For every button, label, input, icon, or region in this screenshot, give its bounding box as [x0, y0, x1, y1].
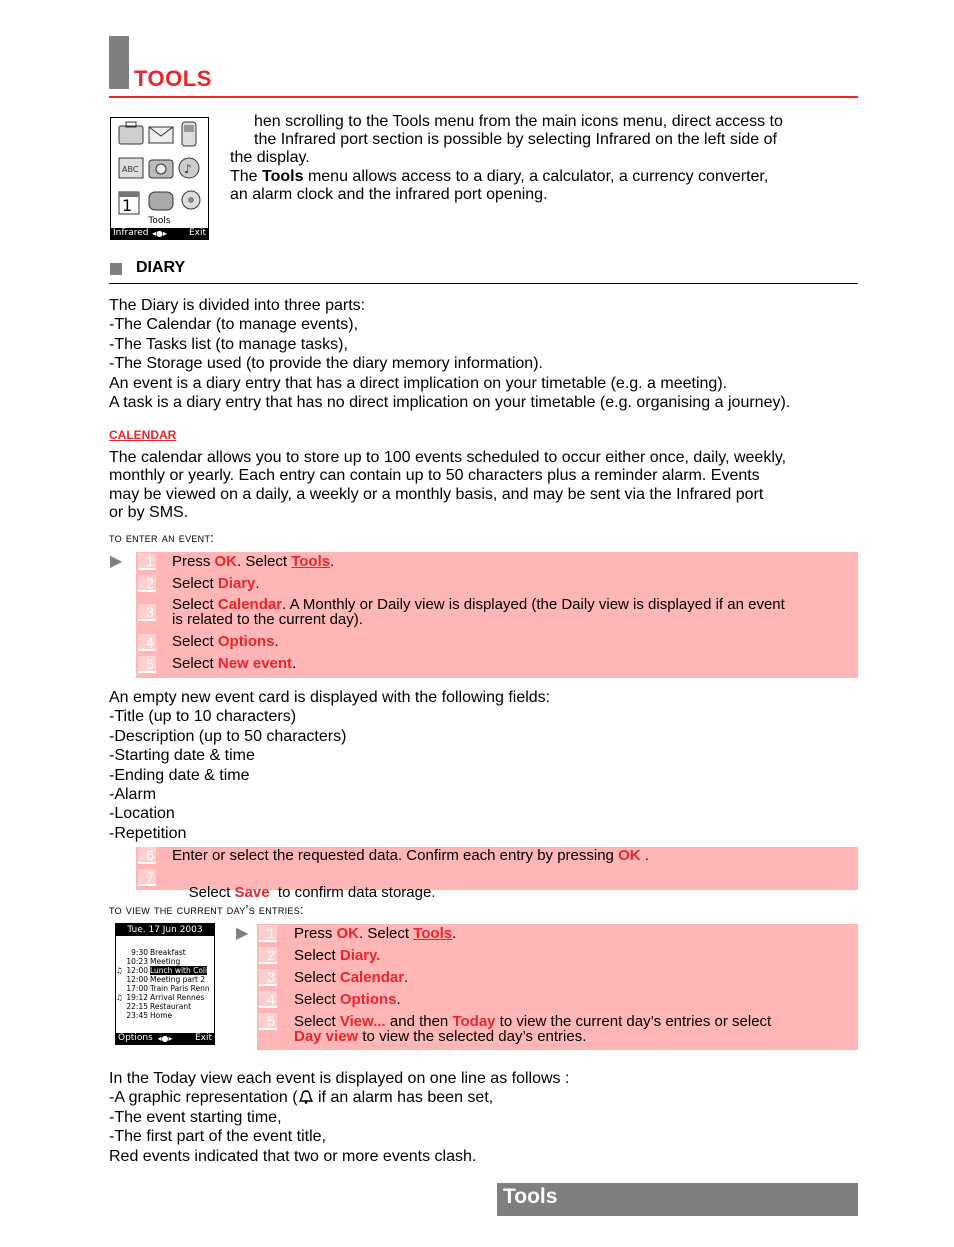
step-text-part: Select [172, 655, 218, 672]
step-number: 6 [138, 847, 156, 864]
step-text [294, 970, 408, 985]
diary-text [109, 296, 790, 412]
step-text-part: . [452, 925, 457, 942]
step-text-part: . Select [237, 553, 292, 570]
entry-time: 12:00 [126, 975, 148, 984]
step-text-part: Select [172, 575, 218, 592]
fields-line: An empty new event card is displayed with the following fields: [109, 689, 551, 706]
key-options: Options [217, 633, 275, 650]
entry-time: 23:45 [126, 1011, 148, 1020]
step-number: 5 [138, 656, 156, 673]
nav-key-icon: ◂●▸ [157, 1034, 173, 1043]
key-diary: Diary. [339, 947, 381, 964]
diary-line: The Diary is divided into three parts: [109, 297, 366, 314]
step-number: 2 [138, 575, 156, 592]
calendar-text [109, 449, 786, 522]
step-number: 7 [138, 869, 156, 886]
key-today: Today [452, 1013, 496, 1030]
view-day-heading: to view the current day’s entries: [109, 902, 304, 917]
steps-enter-event [136, 552, 858, 678]
calendar-line: may be viewed on a daily, a weekly or a monthly basis, and may be sent via the Infrared port [109, 485, 764, 503]
step-text-part: . [292, 655, 297, 672]
step-text-part: . [404, 969, 409, 986]
step-text-part: Select [294, 991, 340, 1008]
today-view-text [109, 1069, 569, 1166]
step-text-part: Select [172, 596, 218, 613]
step-text-part: and then [385, 1013, 453, 1030]
fields-line: -Description (up to 50 characters) [109, 727, 347, 745]
phone-entry-row [116, 1002, 214, 1011]
diary-line: -The Tasks list (to manage tasks), [109, 335, 348, 353]
today-text-part: -A graphic representation ( [109, 1089, 298, 1107]
svg-text:♪: ♪ [184, 162, 192, 176]
fields-line: -Starting date & time [109, 747, 255, 765]
intro-line: an alarm clock and the infrared port opening. [230, 186, 548, 203]
step-text-part: . [396, 991, 401, 1008]
soft-key-right: Exit [194, 1033, 212, 1043]
step-text-part: Press [294, 925, 337, 942]
header-bar [109, 36, 129, 89]
diary-line: A task is a diary entry that has no direct implication on your timetable (e.g. organising a journey). [109, 394, 791, 412]
svg-text:ABC: ABC [122, 165, 139, 174]
step-text-part: Select [172, 633, 218, 650]
step-arrow-icon: ▶ [236, 925, 249, 942]
step-text [172, 634, 279, 649]
key-view: View... [339, 1013, 386, 1030]
key-new-event: New event [217, 655, 293, 672]
step-text-part: . Select [359, 925, 414, 942]
key-options: Options [339, 991, 397, 1008]
key-day-view: Day view [294, 1028, 359, 1045]
entry-title: Meeting part 2 [150, 975, 206, 984]
soft-key-left: Infrared [113, 228, 149, 238]
intro-text-part: The [230, 168, 263, 185]
entry-title: Home [150, 1011, 173, 1020]
step-number: 3 [259, 969, 277, 986]
step-text-line2: is related to the current day). [172, 611, 363, 628]
today-line: -The first part of the event title, [109, 1128, 326, 1146]
nav-key-icon: ◂●▸ [151, 229, 168, 238]
header-rule [109, 96, 858, 98]
step-text [172, 576, 260, 591]
step-text-part: Select [294, 969, 340, 986]
step-text-part: to view the selected day’s entries. [358, 1028, 587, 1045]
step-arrow-icon: ▶ [110, 553, 123, 570]
key-ok: OK [214, 553, 238, 570]
phone-entry-row [116, 984, 214, 993]
entry-time: 12:00 [126, 966, 148, 975]
today-text-part: if an alarm has been set, [313, 1089, 494, 1107]
entry-title: Meeting [150, 957, 181, 966]
calendar-line: monthly or yearly. Each entry can contain up to 50 characters plus a reminder alarm. Events [109, 467, 760, 485]
intro-line: the display. [230, 149, 310, 166]
step-number: 2 [259, 947, 277, 964]
phone-entry-list [116, 948, 214, 1020]
key-save: Save [234, 884, 270, 901]
phone-entry-row [116, 993, 214, 1002]
phone-entry-row [116, 948, 214, 957]
step-text [172, 597, 856, 627]
today-line [109, 1088, 569, 1107]
key-tools-link[interactable]: Tools [291, 553, 331, 570]
soft-key-left: Options [118, 1033, 153, 1043]
event-fields-text [109, 688, 550, 843]
step-number: 1 [138, 553, 156, 570]
step-text-part: Select [188, 884, 235, 901]
today-view-screenshot [115, 923, 215, 1045]
today-line: In the Today view each event is displayed on one line as follows : [109, 1070, 570, 1087]
soft-key-right: Exit [188, 228, 206, 238]
step-text-part: Select [294, 1013, 340, 1030]
intro-line: the Infrared port section is possible by selecting Infrared on the left side of [254, 131, 777, 148]
phone-entry-row [116, 975, 214, 984]
step-text [172, 656, 296, 671]
enter-event-heading: to enter an event: [109, 530, 215, 545]
phone-screen-title: Tools [148, 216, 171, 226]
step-text [172, 554, 334, 569]
step-number: 5 [259, 1013, 277, 1030]
step-text [172, 848, 649, 863]
fields-line: -Repetition [109, 824, 187, 842]
section-marker [110, 263, 122, 275]
intro-line [230, 168, 768, 187]
fields-line: -Title (up to 10 characters) [109, 708, 297, 726]
step-text-part: to view the current day’s entries or select [495, 1013, 772, 1030]
phone-entry-row [116, 1011, 214, 1020]
step-text [294, 1014, 855, 1044]
diary-line: -The Calendar (to manage events), [109, 316, 359, 334]
subsection-title-calendar: CALENDAR [109, 428, 177, 442]
intro-text-part: menu allows access to a diary, a calculator, a currency converter, [303, 168, 769, 185]
entry-title: Breakfast [150, 948, 186, 957]
key-calendar: Calendar [217, 596, 283, 613]
steps-confirm-event [136, 847, 858, 901]
step-text-part: Select [294, 947, 340, 964]
step-text-part: . [274, 633, 279, 650]
alarm-bell-icon [298, 1090, 314, 1104]
entry-time: 10:23 [126, 957, 148, 966]
diary-line: An event is a diary entry that has a direct implication on your timetable (e.g. a meeting). [109, 374, 728, 392]
intro-line: hen scrolling to the Tools menu from the main icons menu, direct access to [254, 113, 783, 130]
diary-line: -The Storage used (to provide the diary memory information). [109, 355, 543, 373]
key-ok: OK [618, 847, 641, 864]
intro-keyword: Tools [262, 168, 304, 185]
step-text [294, 926, 456, 941]
key-calendar: Calendar [339, 969, 405, 986]
footer-label: Tools [503, 1185, 558, 1208]
phone-date-header: Tue. 17 Jun 2003 [116, 924, 214, 936]
entry-time: 17:00 [126, 984, 148, 993]
key-diary: Diary [217, 575, 256, 592]
step-text-part: . [640, 847, 649, 864]
entry-time: 19:12 [126, 993, 148, 1002]
step-text [294, 992, 401, 1007]
step-text-part: . [255, 575, 260, 592]
phone-entry-row [116, 966, 214, 975]
entry-title: Lunch with Coli [150, 966, 208, 975]
calendar-line: The calendar allows you to store up to 100 events scheduled to occur either once, daily, weekly, [109, 449, 787, 466]
alarm-bell-icon: ♫ [116, 993, 123, 1002]
step-text-part: Enter or select the requested data. Confirm each entry by pressing [172, 847, 619, 864]
tools-menu-screenshot [110, 117, 209, 240]
calendar-line: or by SMS. [109, 503, 189, 521]
step-text-part: . [330, 553, 335, 570]
fields-line: -Alarm [109, 786, 157, 804]
step-number: 4 [138, 634, 156, 651]
step-text [294, 948, 380, 963]
step-number: 4 [259, 991, 277, 1008]
entry-time: 9:30 [131, 948, 148, 957]
entry-title: Train Paris Renn [150, 984, 210, 993]
entry-title: Arrival Rennes [150, 993, 205, 1002]
today-line: -The event starting time, [109, 1108, 282, 1126]
key-ok: OK [336, 925, 360, 942]
step-number: 1 [259, 925, 277, 942]
steps-view-day [257, 924, 858, 1050]
key-tools-link[interactable]: Tools [413, 925, 453, 942]
footer-bar [497, 1183, 858, 1216]
calendar-icon-digit: 1 [122, 196, 133, 215]
phone-soft-keys [111, 228, 208, 239]
section-title-diary: DIARY [136, 259, 186, 276]
section-rule [109, 283, 858, 284]
phone-entry-row [116, 957, 214, 966]
entry-time: 22:15 [126, 1002, 148, 1011]
page-title: TOOLS [134, 66, 212, 91]
today-line: Red events indicated that two or more events clash. [109, 1147, 477, 1165]
step-text-part: to confirm data storage. [269, 884, 436, 901]
entry-title: Restaurant [150, 1002, 192, 1011]
step-number: 3 [138, 604, 156, 621]
step-text-part: . A Monthly or Daily view is displayed (the Daily view is displayed if an event [282, 596, 785, 613]
phone-soft-keys [116, 1033, 214, 1044]
fields-line: -Ending date & time [109, 766, 250, 784]
alarm-bell-icon: ♫ [116, 966, 123, 975]
step-text-part: Press [172, 553, 215, 570]
fields-line: -Location [109, 805, 175, 823]
